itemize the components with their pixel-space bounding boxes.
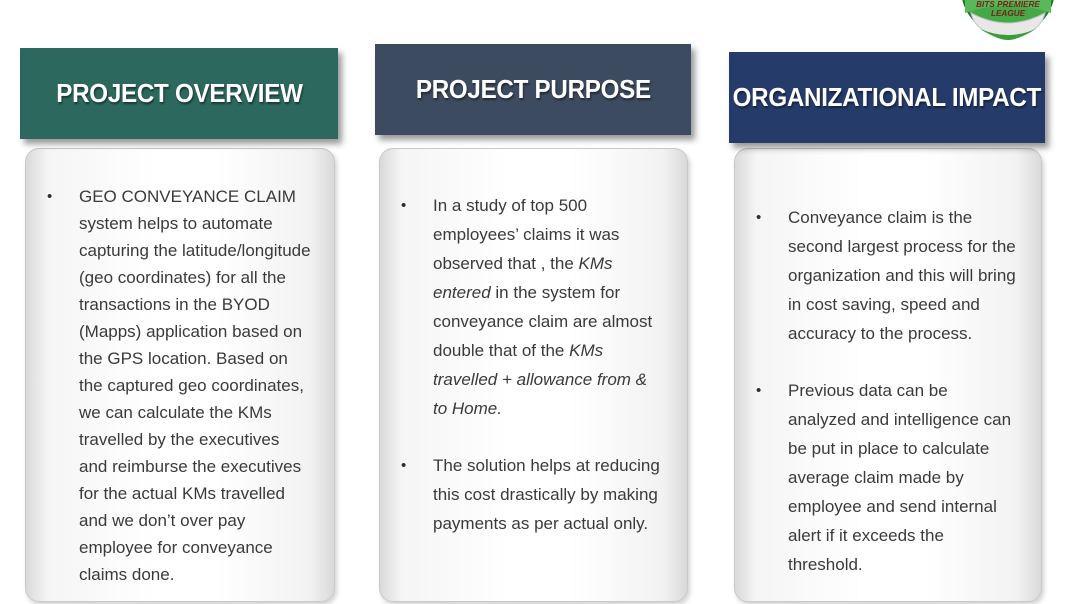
- project-overview-bullet-list: [26, 149, 334, 588]
- bullet-item: [756, 203, 1019, 348]
- project-purpose-header: [375, 44, 691, 135]
- logo-text-line2: LEAGUE: [990, 9, 1026, 18]
- project-purpose-title: PROJECT PURPOSE: [415, 74, 651, 104]
- project-purpose-bullet-list: [380, 149, 687, 538]
- bullet-text: In a study of top 500 employees’ claims it was observed that , the: [433, 196, 620, 273]
- organizational-impact-bullet-list: [735, 149, 1041, 579]
- bullet-item: [47, 183, 312, 588]
- bullet-text: Previous data can be analyzed and intelligence can be put in place to calculate average claim made by employee and send internal alert if it exceeds the threshold.: [788, 381, 1012, 574]
- project-overview-card: [25, 148, 335, 602]
- bullet-item: [401, 191, 665, 423]
- bullet-text: Conveyance claim is the second largest process for the organization and this will bring in cost saving, speed and accuracy to the process.: [788, 208, 1016, 343]
- bullet-text: in the system for conveyance claim are almost double that of the: [433, 283, 653, 360]
- logo-text-line1: BITS PREMIERE: [976, 0, 1040, 9]
- project-overview-title: PROJECT OVERVIEW: [55, 78, 303, 108]
- bullet-icon: •: [47, 188, 53, 205]
- project-overview-header: [20, 48, 338, 139]
- bullet-text-italic: KMs travelled + allowance from & to Home.: [433, 341, 648, 418]
- project-purpose-card: [379, 148, 688, 602]
- bullet-item: [401, 451, 665, 538]
- bullet-icon: •: [756, 382, 762, 399]
- bits-premiere-league-logo: [958, 0, 1058, 43]
- bullet-text-italic: KMs entered: [433, 254, 613, 302]
- bullet-icon: •: [401, 197, 407, 214]
- bullet-icon: •: [756, 209, 762, 226]
- bullet-text: The solution helps at reducing this cost drastically by making payments as per actual only.: [433, 456, 660, 533]
- bullet-item: [756, 376, 1019, 579]
- organizational-impact-title: ORGANIZATIONAL IMPACT: [732, 82, 1042, 112]
- bullet-icon: •: [401, 457, 407, 474]
- bullet-text: GEO CONVEYANCE CLAIM system helps to automate capturing the latitude/longitude (geo coordinates) for all the transactions in the BYOD (Mapps) application based on the GPS location. Based on the captured geo coordinates, we can calculate the KMs travelled by the executives and reimburse the executives for the actual KMs travelled and we don’t over pay employee for conveyance claims done.: [79, 187, 311, 584]
- organizational-impact-card: [734, 148, 1042, 602]
- organizational-impact-header: [729, 52, 1045, 143]
